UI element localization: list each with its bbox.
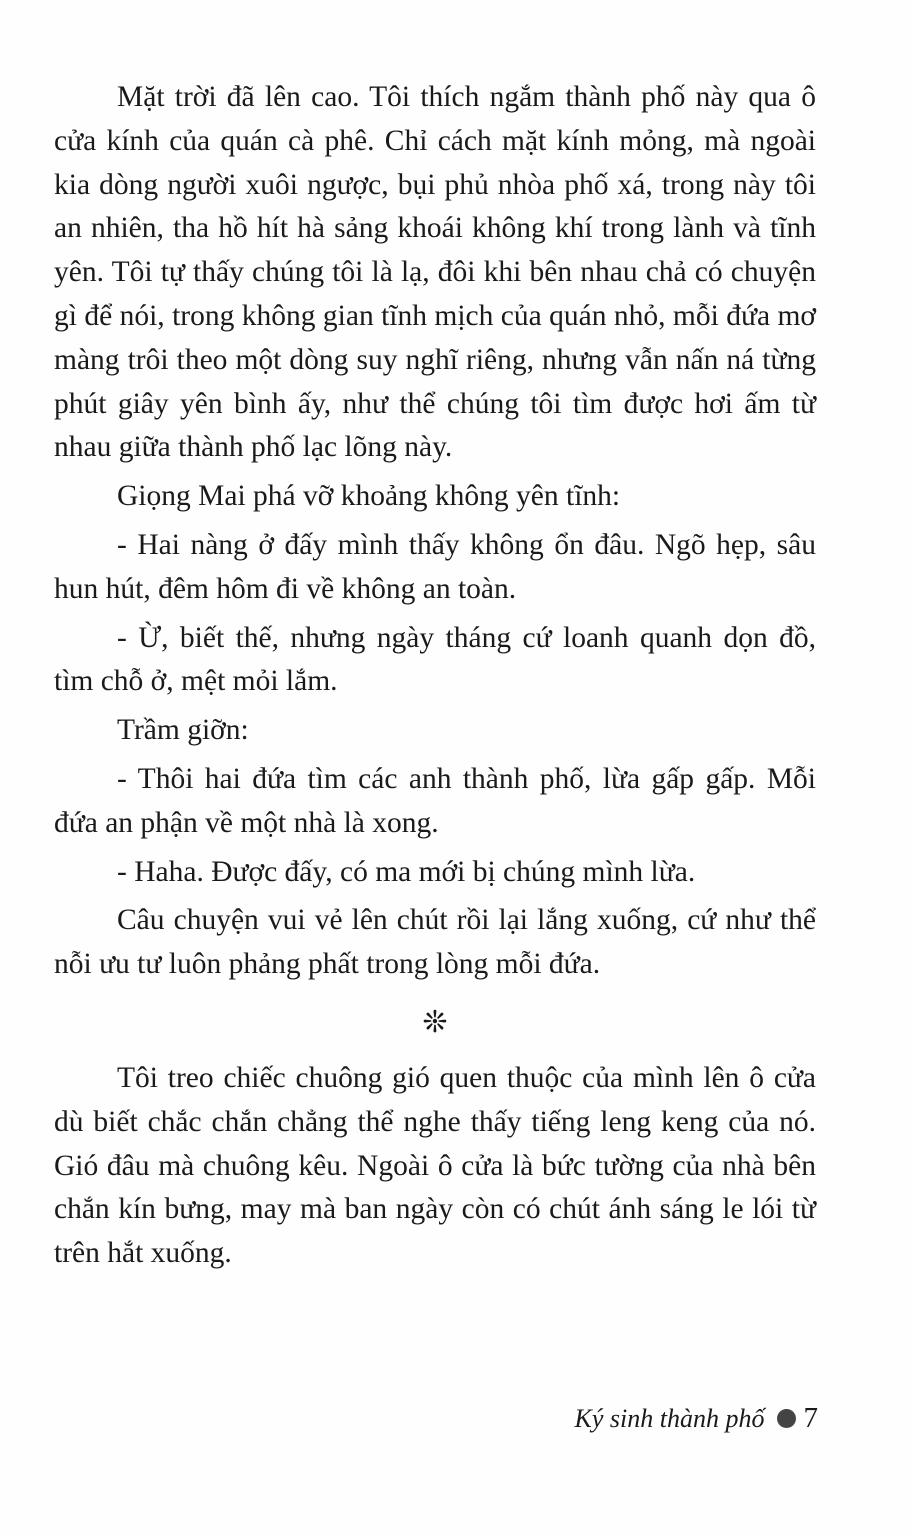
page-number: 7 [803,1402,818,1434]
paragraph-7: - Haha. Được đấy, có ma mới bị chúng mình lừa. [117,855,696,888]
paragraph-5: Trầm giỡn: [117,714,249,747]
book-title: Ký sinh thành phố [574,1403,765,1433]
paragraph-9: Tôi treo chiếc chuông gió quen thuộc của mình lên ô cửa dù biết chắc chắn chẳng thể nghe thấy tiếng leng keng của nó. Gió đâu mà chuông kêu. Ngoài ô cửa là bức tường của nhà bên chắn kín bưng, may mà ban ngày còn có chút ánh sáng le lói từ trên hắt xuống. [54,1061,816,1270]
paragraph-4: - Ừ, biết thế, nhưng ngày tháng cứ loanh quanh dọn đồ, tìm chỗ ở, mệt mỏi lắm. [54,621,816,698]
paragraph-6: - Thôi hai đứa tìm các anh thành phố, lừa gấp gấp. Mỗi đứa an phận về một nhà là xong. [54,762,816,839]
section-divider-icon: ❊ [422,1005,448,1039]
paragraph-8: Câu chuyện vui vẻ lên chút rồi lại lắng xuống, cứ như thể nỗi ưu tư luôn phảng phất trong lòng mỗi đứa. [54,904,816,981]
paragraph-3: - Hai nàng ở đấy mình thấy không ổn đâu. Ngõ hẹp, sâu hun hút, đêm hôm đi về không an toàn. [54,528,816,605]
body-text [54,76,816,1281]
paragraph-1: Mặt trời đã lên cao. Tôi thích ngắm thành phố này qua ô cửa kính của quán cà phê. Chỉ cách mặt kính mỏng, mà ngoài kia dòng người xuôi ngược, bụi phủ nhòa phố xá, trong này tôi an nhiên, tha hồ hít hà sảng khoái không khí trong lành và tĩnh yên. Tôi tự thấy chúng tôi là lạ, đôi khi bên nhau chả có chuyện gì để nói, trong không gian tĩnh mịch của quán nhỏ, mỗi đứa mơ màng trôi theo một dòng suy nghĩ riêng, nhưng vẫn nấn ná từng phút giây yên bình ấy, như thể chúng tôi tìm được hơi ấm từ nhau giữa thành phố lạc lõng này. [54,81,816,464]
paragraph-2: Giọng Mai phá vỡ khoảng không yên tĩnh: [117,480,621,513]
page-footer [575,1402,818,1435]
bullet-dot-icon [777,1409,796,1428]
